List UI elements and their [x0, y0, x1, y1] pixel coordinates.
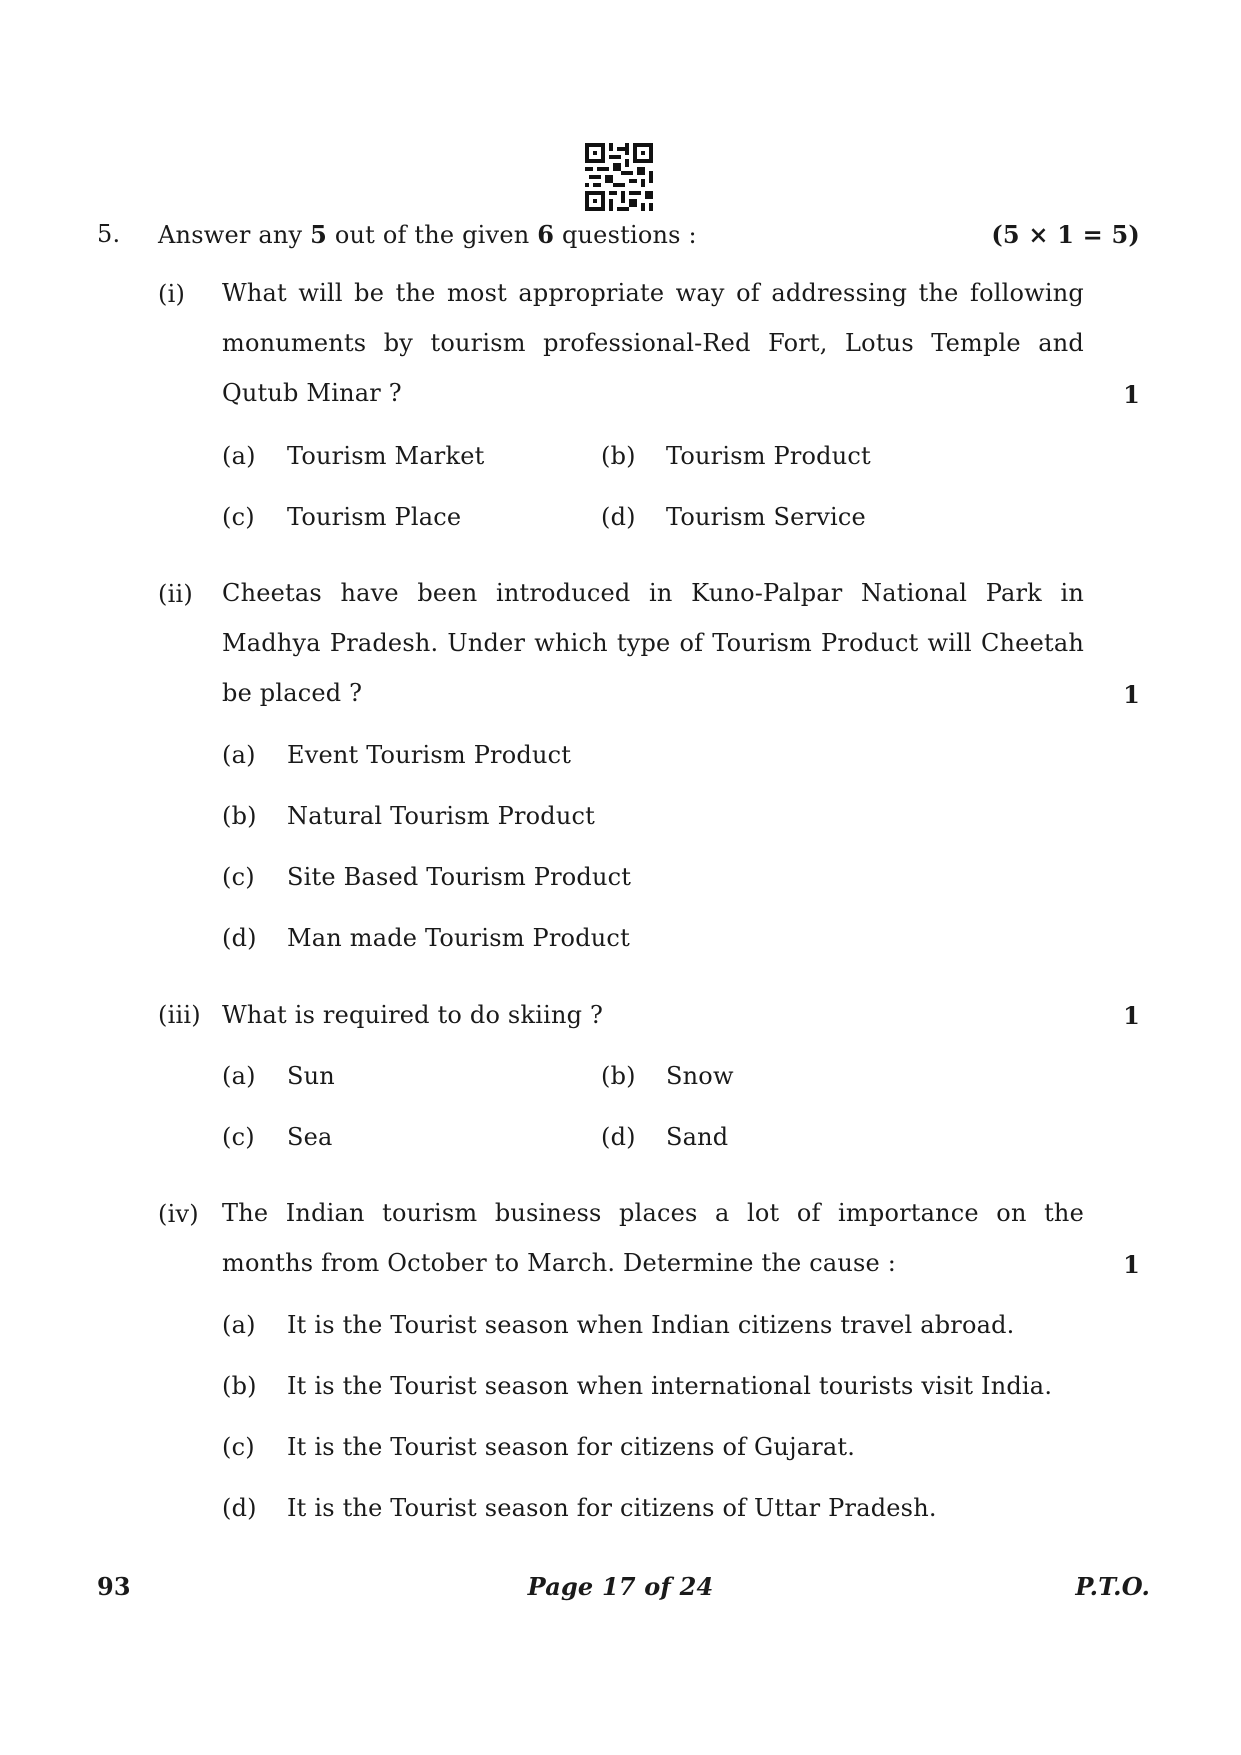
subquestion-mark: 1	[1123, 680, 1140, 709]
option-label: (a)	[222, 442, 256, 470]
option-label: (b)	[601, 442, 636, 470]
subquestion-mark: 1	[1123, 1250, 1140, 1279]
subquestion-text: The Indian tourism business places a lot of importance on the months from October to March. Determine the cause :	[222, 1199, 1084, 1277]
option-text: Tourism Market	[287, 442, 485, 470]
question-instruction: Answer any 5 out of the given 6 questions :	[158, 220, 697, 249]
option-label: (c)	[222, 503, 255, 531]
option-label: (d)	[222, 1494, 257, 1522]
option-text: Tourism Service	[666, 503, 866, 531]
option-label: (d)	[222, 924, 257, 952]
option-label: (b)	[222, 802, 257, 830]
page-number: Page 17 of 24	[527, 1572, 714, 1601]
subquestion-mark: 1	[1123, 380, 1140, 409]
subquestion-text: What is required to do skiing ?	[222, 1001, 604, 1029]
option-label: (b)	[601, 1062, 636, 1090]
option-label: (a)	[222, 741, 256, 769]
option-label: (b)	[222, 1372, 257, 1400]
option-text: Natural Tourism Product	[287, 802, 595, 830]
subquestion-mark: 1	[1123, 1001, 1140, 1030]
question-marks: (5 × 1 = 5)	[991, 220, 1140, 249]
question-number: 5.	[97, 220, 121, 248]
option-text: Site Based Tourism Product	[287, 863, 632, 891]
option-text: Sun	[287, 1062, 335, 1090]
option-label: (a)	[222, 1311, 256, 1339]
option-label: (d)	[601, 503, 636, 531]
pto-label: P.T.O.	[1075, 1572, 1150, 1601]
option-text: Tourism Place	[287, 503, 462, 531]
subquestion-text: Cheetas have been introduced in Kuno-Palpar National Park in Madhya Pradesh. Under which type of Tourism Product will Cheetah be placed ?	[222, 579, 1084, 707]
subquestion-number: (iii)	[158, 1001, 201, 1029]
option-text: It is the Tourist season when international tourists visit India.	[287, 1372, 1053, 1400]
option-label: (c)	[222, 863, 255, 891]
option-text: Sea	[287, 1123, 333, 1151]
option-label: (c)	[222, 1123, 255, 1151]
option-label: (a)	[222, 1062, 256, 1090]
option-text: Sand	[666, 1123, 729, 1151]
subquestion-number: (iv)	[158, 1200, 199, 1228]
option-text: Man made Tourism Product	[287, 924, 630, 952]
option-text: Snow	[666, 1062, 734, 1090]
option-text: It is the Tourist season for citizens of Uttar Pradesh.	[287, 1494, 937, 1522]
paper-code: 93	[97, 1572, 131, 1601]
subquestion-number: (ii)	[158, 580, 193, 608]
option-label: (d)	[601, 1123, 636, 1151]
option-text: Event Tourism Product	[287, 741, 572, 769]
option-text: Tourism Product	[666, 442, 871, 470]
subquestion-text: What will be the most appropriate way of addressing the following monuments by tourism professional-Red Fort, Lotus Temple and Qutub Minar ?	[222, 279, 1084, 407]
qr-code	[585, 143, 653, 211]
subquestion-number: (i)	[158, 280, 186, 308]
option-label: (c)	[222, 1433, 255, 1461]
option-text: It is the Tourist season for citizens of Gujarat.	[287, 1433, 856, 1461]
option-text: It is the Tourist season when Indian citizens travel abroad.	[287, 1311, 1015, 1339]
